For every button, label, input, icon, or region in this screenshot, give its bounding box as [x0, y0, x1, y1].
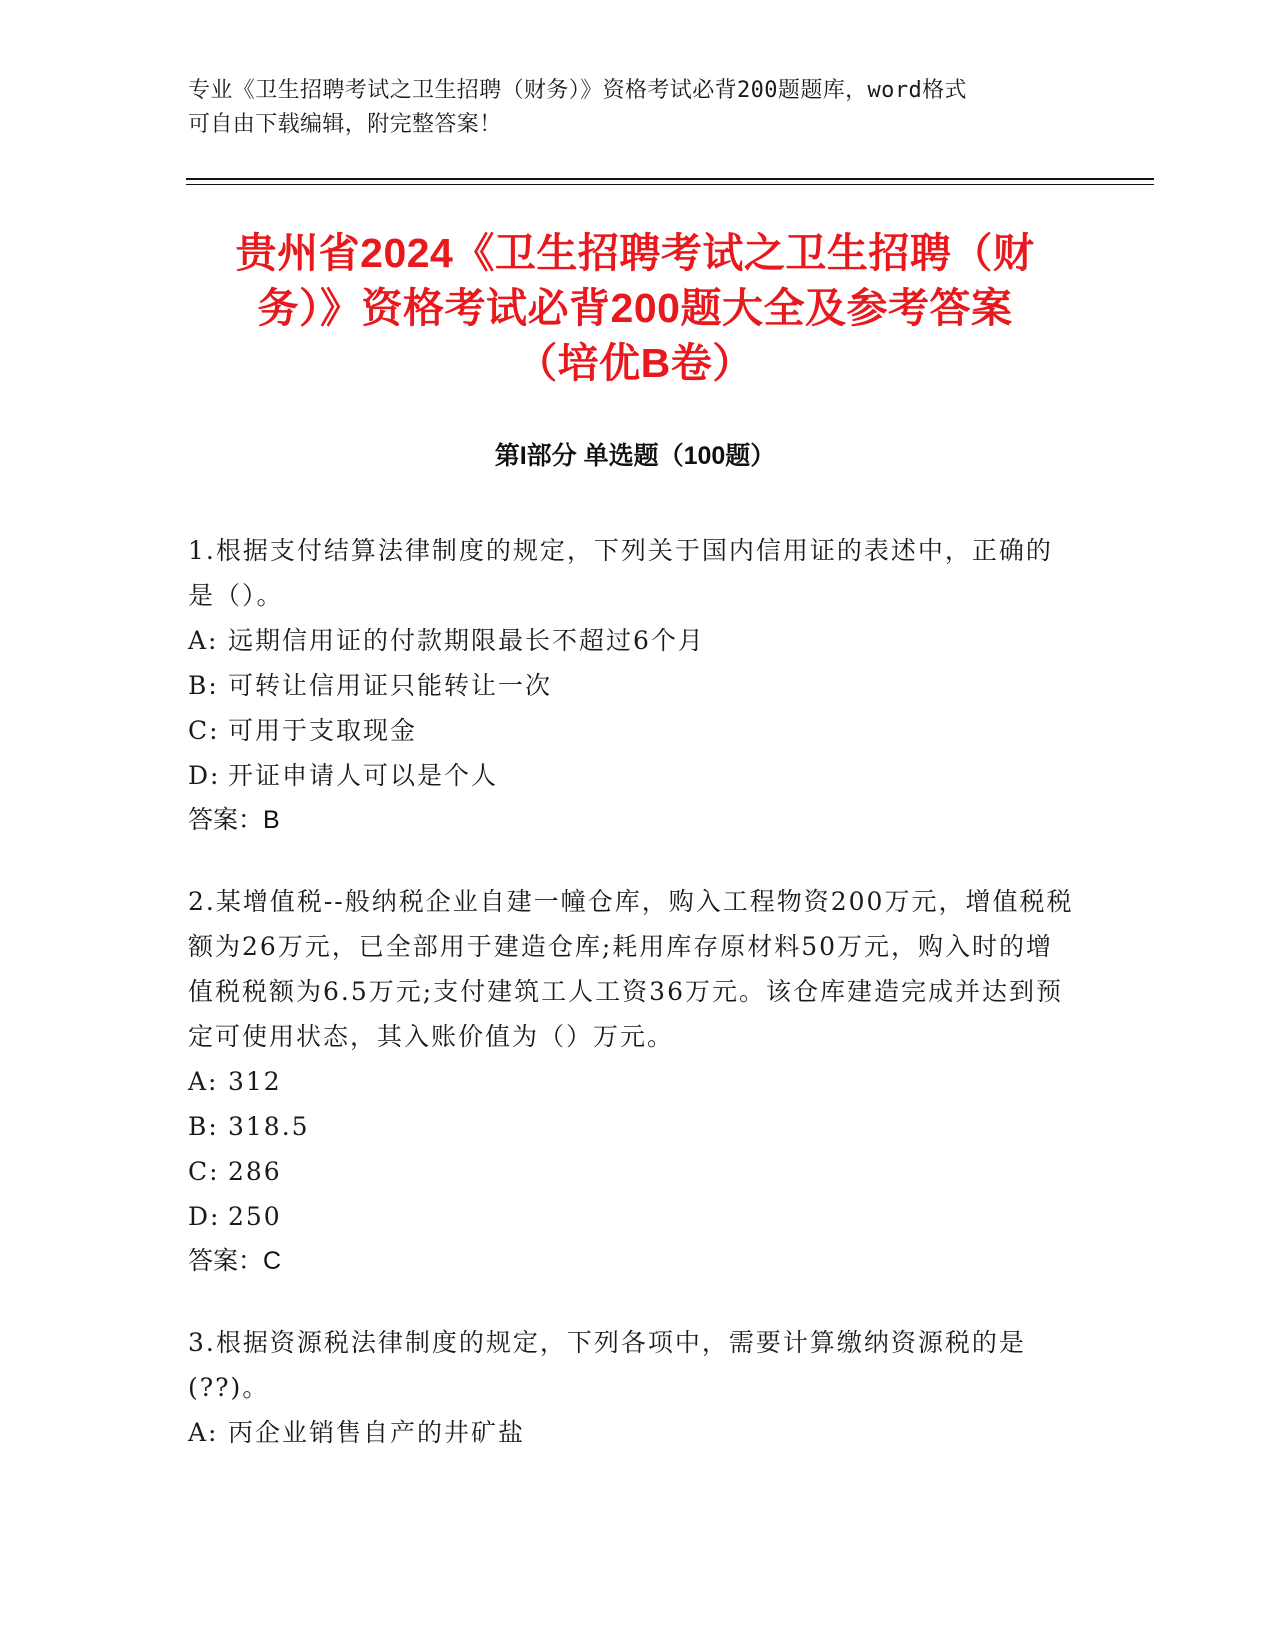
- answer-line: 答案：C: [188, 1247, 282, 1275]
- section-heading: 第I部分 单选题（100题）: [494, 442, 776, 470]
- option-text: 250: [228, 1202, 282, 1231]
- option-text: 开证申请人可以是个人: [228, 761, 499, 790]
- document-title-line-1: 贵州省2024《卫生招聘考试之卫生招聘（财: [235, 230, 1035, 276]
- option-letter: B:: [188, 1112, 219, 1141]
- option-letter: A:: [188, 1067, 219, 1096]
- question-stem: 1.根据支付结算法律制度的规定，下列关于国内信用证的表述中，正确的是（）。: [188, 536, 1053, 610]
- option-b: [188, 1104, 1078, 1149]
- header-note: [188, 74, 1068, 142]
- question-list: [188, 528, 1078, 1491]
- header-divider-thick: [186, 178, 1154, 180]
- option-text: 可转让信用证只能转让一次: [228, 671, 553, 700]
- option-text: 286: [228, 1157, 282, 1186]
- option-d: [188, 1194, 1078, 1239]
- option-letter: D:: [188, 1202, 221, 1231]
- option-text: 远期信用证的付款期限最长不超过6个月: [228, 626, 705, 655]
- document-title: [190, 226, 1080, 391]
- option-letter: A:: [188, 1418, 219, 1447]
- option-a: [188, 1410, 1078, 1455]
- answer-line: 答案：B: [188, 806, 280, 834]
- option-letter: A:: [188, 626, 219, 655]
- option-letter: D:: [188, 761, 221, 790]
- question-stem: 3.根据资源税法律制度的规定，下列各项中，需要计算缴纳资源税的是(??)。: [188, 1328, 1026, 1402]
- option-text: 可用于支取现金: [228, 716, 418, 745]
- option-d: [188, 753, 1078, 798]
- option-c: [188, 1149, 1078, 1194]
- question-2: [188, 879, 1078, 1284]
- header-note-line-2: 可自由下载编辑，附完整答案！: [188, 112, 502, 137]
- question-1: [188, 528, 1078, 843]
- question-stem: 2.某增值税--般纳税企业自建一幢仓库，购入工程物资200万元，增值税税额为26万元，已全部用于建造仓库;耗用库存原材料50万元，购入时的增值税税额为6.5万元;支付建筑工人工资36万元。该仓库建造完成并达到预定可使用状态，其入账价值为（）万元。: [188, 887, 1074, 1051]
- question-3: [188, 1320, 1078, 1455]
- option-a: [188, 618, 1078, 663]
- header-divider-thin: [186, 184, 1154, 185]
- option-text: 318.5: [228, 1112, 310, 1141]
- option-letter: B:: [188, 671, 219, 700]
- document-title-line-2: 务）》资格考试必背200题大全及参考答案: [257, 285, 1013, 331]
- option-a: [188, 1059, 1078, 1104]
- option-text: 丙企业销售自产的井矿盐: [228, 1418, 526, 1447]
- option-letter: C:: [188, 1157, 220, 1186]
- header-note-line-1: 专业《卫生招聘考试之卫生招聘（财务）》资格考试必背200题题库，word格式: [188, 78, 967, 103]
- document-title-line-3: （培优B卷）: [516, 340, 754, 386]
- option-b: [188, 663, 1078, 708]
- option-letter: C:: [188, 716, 220, 745]
- option-text: 312: [228, 1067, 282, 1096]
- option-c: [188, 708, 1078, 753]
